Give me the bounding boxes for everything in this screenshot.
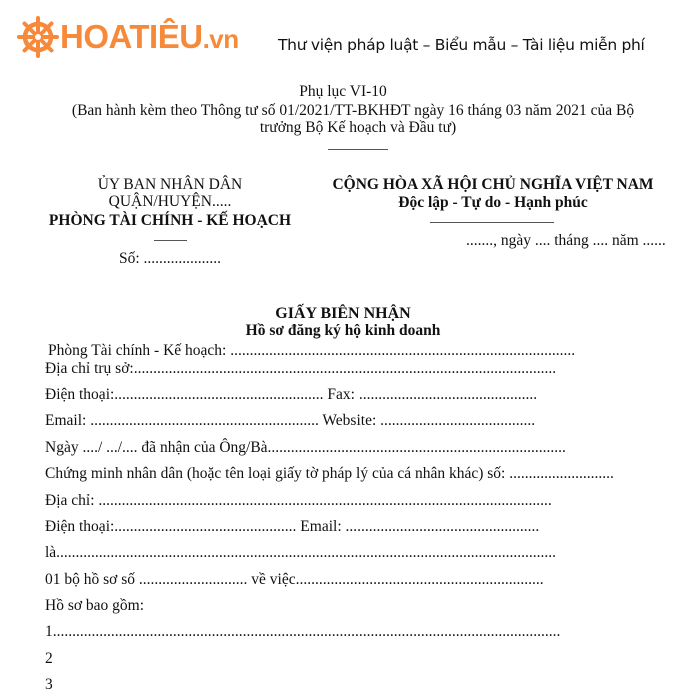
field-role: là................................................................................................................................. <box>45 544 557 561</box>
divider <box>328 149 388 150</box>
field-id-number: Chứng minh nhân dân (hoặc tên loại giấy tờ pháp lý của cá nhân khác) số: ........................... <box>45 465 614 482</box>
divider <box>154 240 187 241</box>
logo-suffix: .vn <box>202 24 239 54</box>
dossier-contents-label: Hồ sơ bao gồm: <box>45 597 145 614</box>
dossier-item-3: 3 <box>45 676 53 693</box>
divider <box>430 222 554 223</box>
district-name: QUẬN/HUYỆN..... <box>108 193 232 210</box>
logo-text: HOATIÊU <box>60 18 203 55</box>
appendix-title: Phụ lục VI-10 <box>299 83 387 100</box>
field-dossier: 01 bộ hồ sơ số ............................ về việc................................................................ <box>45 571 544 588</box>
field-received-from: Ngày ..../ .../.... đã nhận của Ông/Bà............................................................................. <box>45 439 566 456</box>
site-logo[interactable] <box>60 17 239 59</box>
date-line: ......., ngày .... tháng .... năm ...... <box>466 232 666 249</box>
field-address: Địa chỉ: ..................................................................................................................... <box>45 492 552 509</box>
appendix-note-line2: trưởng Bộ Kế hoạch và Đầu tư) <box>259 119 457 136</box>
field-email-website: Email: ........................................................... Website: ........................................ <box>45 412 536 429</box>
national-title: CỘNG HÒA XÃ HỘI CHỦ NGHĨA VIỆT NAM <box>332 176 654 193</box>
dossier-item-2: 2 <box>45 650 53 667</box>
appendix-note-line1: (Ban hành kèm theo Thông tư số 01/2021/TT-BKHĐT ngày 16 tháng 03 năm 2021 của Bộ <box>71 102 635 119</box>
dossier-item-1: 1................................................................................................................................... <box>45 623 561 640</box>
field-phone-email: Điện thoại:............................................... Email: .................................................. <box>45 518 540 535</box>
department-name: PHÒNG TÀI CHÍNH - KẾ HOẠCH <box>48 212 292 229</box>
national-motto: Độc lập - Tự do - Hạnh phúc <box>398 194 588 211</box>
site-tagline: Thư viện pháp luật – Biểu mẫu – Tài liệu miễn phí <box>278 36 645 54</box>
field-phone-fax: Điện thoại:...................................................... Fax: .............................................. <box>45 386 538 403</box>
document-number: Số: .................... <box>118 250 222 267</box>
document-subtitle: Hồ sơ đăng ký hộ kinh doanh <box>245 322 441 339</box>
ship-wheel-icon <box>17 16 59 58</box>
committee-name: ỦY BAN NHÂN DÂN <box>97 176 243 193</box>
field-department: Phòng Tài chính - Kế hoạch: ......................................................................................... <box>48 342 576 359</box>
field-office-address: Địa chỉ trụ sở:............................................................................................................. <box>45 360 557 377</box>
document-title: GIẤY BIÊN NHẬN <box>275 305 411 322</box>
